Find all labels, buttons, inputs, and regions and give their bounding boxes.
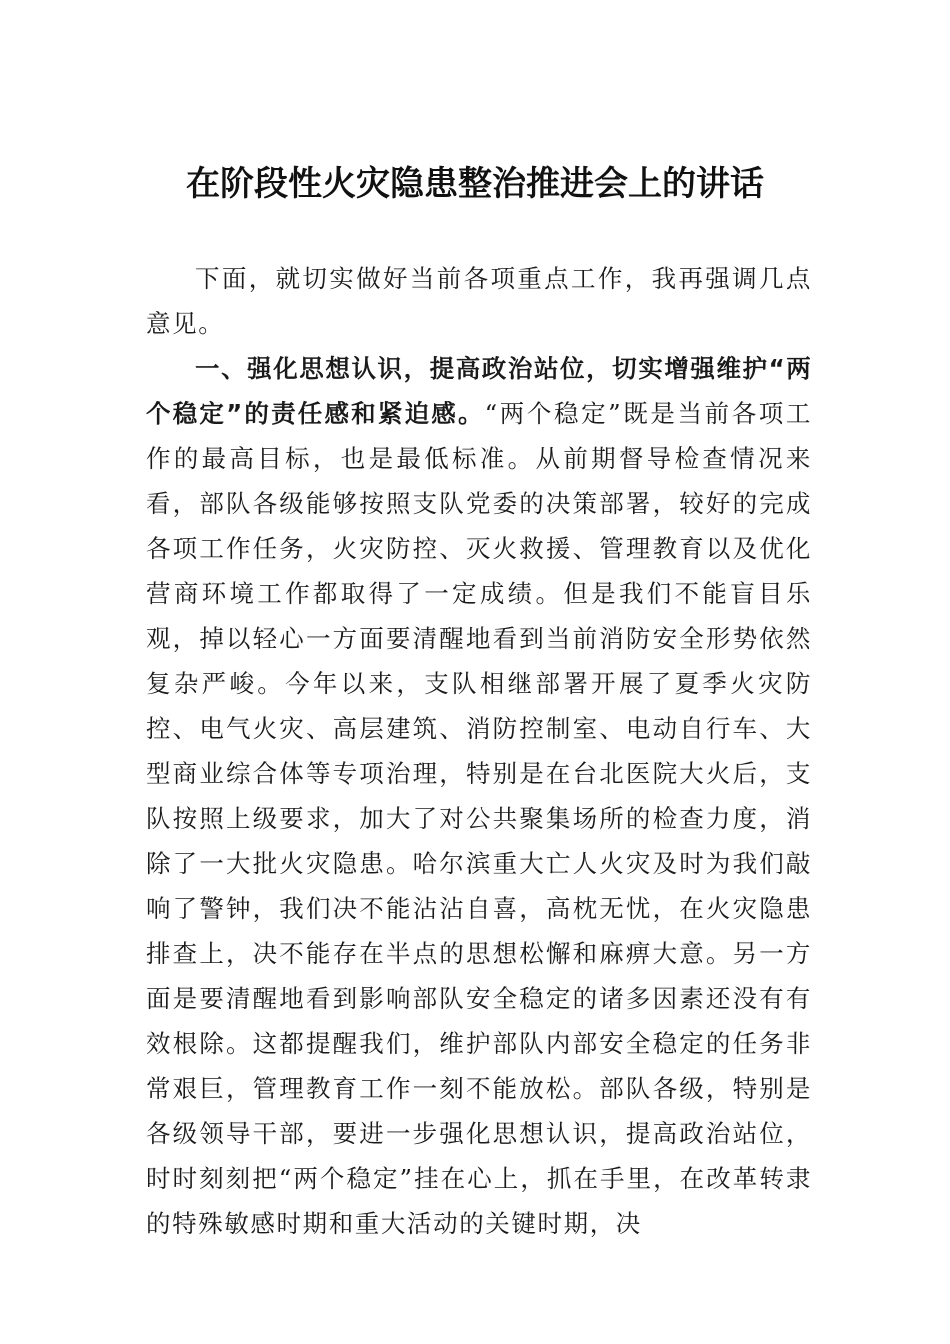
section-one-body: “两个稳定”既是当前各项工作的最高目标，也是最低标准。从前期督导检查情况来看，部队各级能够按照支队党委的决策部署，较好的完成各项工作任务，火灾防控、灭火救援、管理教育以及优化营商环境工作都取得了一定成绩。但是我们不能盲目乐观，掉以轻心一方面要清醒地看到当前消防安全形势依然复杂严峻。今年以来，支队相继部署开展了夏季火灾防控、电气火灾、高层建筑、消防控制室、电动自行车、大型商业综合体等专项治理，特别是在台北医院大火后，支队按照上级要求，加大了对公共聚集场所的检查力度，消除了一大批火灾隐患。哈尔滨重大亡人火灾及时为我们敲响了警钟，我们决不能沾沾自喜，高枕无忧，在火灾隐患排查上，决不能存在半点的思想松懈和麻痹大意。另一方面是要清醒地看到影响部队安全稳定的诸多因素还没有有效根除。这都提醒我们，维护部队内部安全稳定的任务非常艰巨，管理教育工作一刻不能放松。部队各级，特别是各级领导干部，要进一步强化思想认识，提高政治站位，时时刻刻把“两个稳定”挂在心上，抓在手里，在改革转隶的特殊敏感时期和重大活动的关键时期，决 [146, 399, 812, 1238]
document-title: 在阶段性火灾隐患整治推进会上的讲话 [186, 164, 764, 204]
intro-paragraph: 下面，就切实做好当前各项重点工作，我再强调几点意见。 [146, 264, 812, 338]
section-one-heading: 一、强化思想认识，提高政治站位，切实增强维护“两个稳定”的责任感和紧迫感。 [146, 354, 812, 428]
section-one-paragraph [146, 346, 812, 1246]
document-body [146, 256, 812, 1246]
